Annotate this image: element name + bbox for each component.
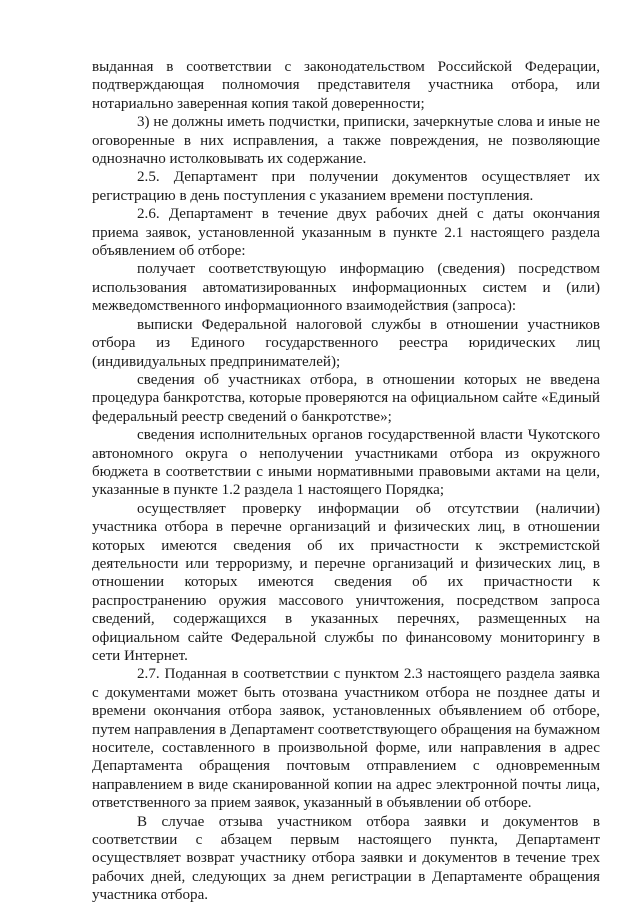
paragraph: осуществляет проверку информации об отсутствии (наличии) участника отбора в перечне организаций и физических лиц, в отношении которых имеются сведения об их причастности к экстремистской деятельности или терроризму, и перечне организаций и физических лиц, в отношении которых имеются сведения об их причастности к распространению оружия массового уничтожения, посредством запроса сведений, содержащихся в указанных перечнях, размещенных на официальном сайте Федеральной службы по финансовому мониторингу в сети Интернет. bbox=[92, 500, 600, 664]
paragraph: выписки Федеральной налоговой службы в отношении участников отбора из Единого государственного реестра юридических лиц (индивидуальных предпринимателей); bbox=[92, 316, 600, 370]
paragraph: сведения об участниках отбора, в отношении которых не введена процедура банкротства, которые проверяются на официальном сайте «Единый федеральный реестр сведений о банкротстве»; bbox=[92, 371, 600, 425]
paragraph: В случае отзыва участником отбора заявки и документов в соответствии с абзацем первым настоящего пункта, Департамент осуществляет возврат участнику отбора заявки и документов в течение трех рабочих дней, следующих за днем регистрации в Департаменте обращения участника отбора. bbox=[92, 813, 600, 904]
paragraph: получает соответствующую информацию (сведения) посредством использования автоматизированных информационных систем и (или) межведомственного информационного взаимодействия (запроса): bbox=[92, 261, 600, 315]
paragraph: 2.7. Поданная в соответствии с пунктом 2.3 настоящего раздела заявка с документами может быть отозвана участником отбора не позднее даты и времени окончания отбора заявок, установленных объявлением об отборе, путем направления в Департамент соответствующего обращения на бумажном носителе, составленного в произвольной форме, или направления в адрес Департамента обращения почтовым отправлением с одновременным направлением в виде сканированной копии на адрес электронной почты лица, ответственного за прием заявок, указанный в объявлении об отборе. bbox=[92, 666, 600, 812]
paragraph: 2.5. Департамент при получении документов осуществляет их регистрацию в день поступления с указанием времени поступления. bbox=[92, 169, 600, 204]
paragraph: 2.6. Департамент в течение двух рабочих дней с даты окончания приема заявок, установленной указанным в пункте 2.1 настоящего раздела объявлением об отборе: bbox=[92, 206, 600, 260]
document-body bbox=[92, 58, 600, 905]
paragraph: сведения исполнительных органов государственной власти Чукотского автономного округа о неполучении участниками отбора из окружного бюджета в соответствии с иными нормативными правовыми актами на цели, указанные в пункте 1.2 раздела 1 настоящего Порядка; bbox=[92, 427, 600, 499]
paragraph: выданная в соответствии с законодательством Российской Федерации, подтверждающая полномочия представителя участника отбора, или нотариально заверенная копия такой доверенности; bbox=[92, 59, 600, 112]
paragraph: 3) не должны иметь подчистки, приписки, зачеркнутые слова и иные не оговоренные в них исправления, а также повреждения, не позволяющие однозначно истолковывать их содержание. bbox=[92, 114, 600, 168]
